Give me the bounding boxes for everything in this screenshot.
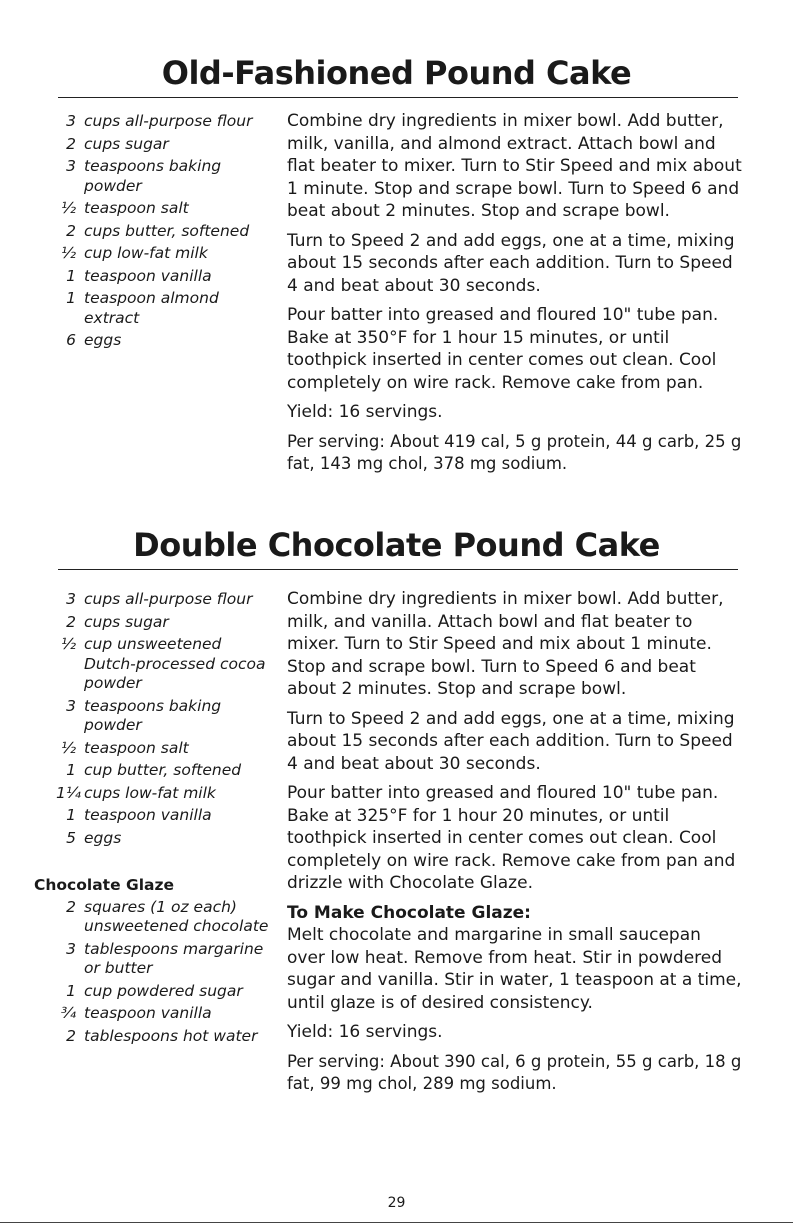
method-step: Pour batter into greased and floured 10" tube pan. Bake at 350°F for 1 hour 15 minutes, or until toothpick inserted in center comes out clean. Cool completely on wire rack. Remove cake from pan. <box>287 305 719 393</box>
ingredient-text: teaspoon salt <box>84 199 189 217</box>
ingredient-item <box>56 697 276 736</box>
glaze-ingredient-item <box>56 940 276 979</box>
ingredient-text: squares (1 oz each) unsweetened chocolate <box>84 897 269 935</box>
ingredient-text: cup low-fat milk <box>84 244 208 262</box>
ingredient-qty: 1¼ <box>56 783 81 802</box>
ingredient-item <box>56 761 276 781</box>
ingredient-item <box>56 331 276 351</box>
method-text <box>287 588 742 1103</box>
ingredient-text: cups all-purpose flour <box>84 112 253 130</box>
ingredient-text: cups all-purpose flour <box>84 590 253 608</box>
nutrition-text: Per serving: About 390 cal, 6 g protein, 55 g carb, 18 g fat, 99 mg chol, 289 mg sodium. <box>287 1051 742 1093</box>
ingredient-item <box>56 829 276 849</box>
ingredient-text: teaspoon vanilla <box>84 1004 212 1022</box>
ingredient-list <box>34 590 276 1049</box>
ingredient-qty: 1 <box>66 266 76 285</box>
method-step: Turn to Speed 2 and add eggs, one at a time, mixing about 15 seconds after each addition. Turn to Speed 4 and beat about 30 seconds. <box>287 230 735 296</box>
ingredient-item <box>56 613 276 633</box>
yield-text: Yield: 16 servings. <box>287 1022 443 1042</box>
ingredient-item <box>56 784 276 804</box>
method-step: Combine dry ingredients in mixer bowl. Add butter, milk, vanilla, and almond extract. Attach bowl and flat beater to mixer. Turn to Stir Speed and mix about 1 minute. Stop and scrape bowl. Turn to Speed 6 and beat about 2 minutes. Stop and scrape bowl. <box>287 111 742 221</box>
ingredient-item <box>56 739 276 759</box>
ingredient-text: teaspoon almond extract <box>84 289 219 327</box>
ingredient-text: tablespoons margarine or butter <box>84 939 264 977</box>
ingredient-text: cups butter, softened <box>84 221 250 240</box>
ingredient-text: eggs <box>84 828 122 847</box>
page-edge-rule <box>0 1222 793 1223</box>
ingredient-text: eggs <box>84 331 122 349</box>
ingredient-text: cup unsweetened Dutch-processed cocoa powder <box>84 635 266 692</box>
title-rule <box>58 97 738 98</box>
ingredient-qty: 2 <box>66 221 76 240</box>
ingredient-item <box>56 590 276 610</box>
ingredient-qty: 1 <box>66 806 76 824</box>
ingredient-text: tablespoons hot water <box>84 1026 258 1045</box>
ingredient-qty: ¾ <box>60 1004 76 1022</box>
recipe-title: Old-Fashioned Pound Cake <box>161 54 632 92</box>
ingredient-qty: ½ <box>60 738 76 757</box>
ingredient-qty: ½ <box>60 635 76 653</box>
ingredient-item <box>56 244 276 264</box>
ingredient-text: teaspoon salt <box>84 738 189 757</box>
ingredient-item <box>56 135 276 155</box>
ingredient-qty: 2 <box>66 897 76 916</box>
ingredient-qty: 1 <box>66 289 76 307</box>
glaze-subheading: To Make Chocolate Glaze: <box>287 902 531 923</box>
yield-text: Yield: 16 servings. <box>287 402 443 422</box>
ingredient-qty: 2 <box>66 612 76 631</box>
ingredient-text: teaspoons baking powder <box>84 696 222 734</box>
method-step: Turn to Speed 2 and add eggs, one at a time, mixing about 15 seconds after each addition. Turn to Speed 4 and beat about 30 seconds. <box>287 708 735 774</box>
ingredient-qty: 2 <box>66 1026 76 1045</box>
ingredient-qty: 1 <box>66 761 76 779</box>
ingredient-text: cups low-fat milk <box>84 783 216 802</box>
ingredient-item <box>56 222 276 242</box>
ingredient-item <box>56 199 276 219</box>
ingredient-item <box>56 806 276 826</box>
method-text <box>287 110 742 483</box>
ingredient-qty: 3 <box>66 696 76 715</box>
ingredient-item <box>56 289 276 328</box>
title-rule <box>58 569 738 570</box>
ingredient-qty: ½ <box>60 199 76 217</box>
ingredient-text: cups sugar <box>84 134 169 153</box>
glaze-ingredient-item <box>56 1027 276 1047</box>
ingredient-qty: 3 <box>66 157 76 175</box>
ingredient-qty: ½ <box>60 244 76 262</box>
ingredient-list <box>56 112 276 354</box>
glaze-step: Melt chocolate and margarine in small saucepan over low heat. Remove from heat. Stir in powdered sugar and vanilla. Stir in water, 1 teaspoon at a time, until glaze is of desired consistency. <box>287 925 742 1013</box>
ingredient-qty: 3 <box>66 590 76 608</box>
ingredient-qty: 3 <box>66 112 76 130</box>
glaze-ingredient-item <box>56 1004 276 1024</box>
page-number: 29 <box>387 1195 406 1211</box>
ingredient-item <box>56 157 276 196</box>
ingredient-qty: 6 <box>66 331 76 349</box>
method-step: Pour batter into greased and floured 10" tube pan. Bake at 325°F for 1 hour 20 minutes, or until toothpick inserted in center comes out clean. Cool completely on wire rack. Remove cake from pan and drizzle with Chocolate Glaze. <box>287 783 736 893</box>
ingredient-text: cups sugar <box>84 612 169 631</box>
glaze-ingredient-item <box>56 898 276 937</box>
ingredient-item <box>56 635 276 694</box>
glaze-ingredient-item <box>56 982 276 1002</box>
ingredient-text: cup butter, softened <box>84 761 242 779</box>
ingredient-text: teaspoon vanilla <box>84 806 212 824</box>
ingredient-item <box>56 267 276 287</box>
ingredient-qty: 3 <box>66 939 76 958</box>
ingredient-text: teaspoon vanilla <box>84 266 212 285</box>
ingredient-text: teaspoons baking powder <box>84 157 222 195</box>
recipe-title: Double Chocolate Pound Cake <box>133 526 660 564</box>
ingredient-qty: 2 <box>66 134 76 153</box>
ingredient-item <box>56 112 276 132</box>
ingredient-text: cup powdered sugar <box>84 981 243 1000</box>
nutrition-text: Per serving: About 419 cal, 5 g protein, 44 g carb, 25 g fat, 143 mg chol, 378 mg sodium. <box>287 431 742 473</box>
method-step: Combine dry ingredients in mixer bowl. Add butter, milk, and vanilla. Attach bowl and flat beater to mixer. Turn to Stir Speed and mix about 1 minute. Stop and scrape bowl. Turn to Speed 6 and beat about 2 minutes. Stop and scrape bowl. <box>287 589 724 699</box>
glaze-heading: Chocolate Glaze <box>34 876 175 894</box>
ingredient-qty: 1 <box>66 981 76 1000</box>
ingredient-qty: 5 <box>66 828 76 847</box>
